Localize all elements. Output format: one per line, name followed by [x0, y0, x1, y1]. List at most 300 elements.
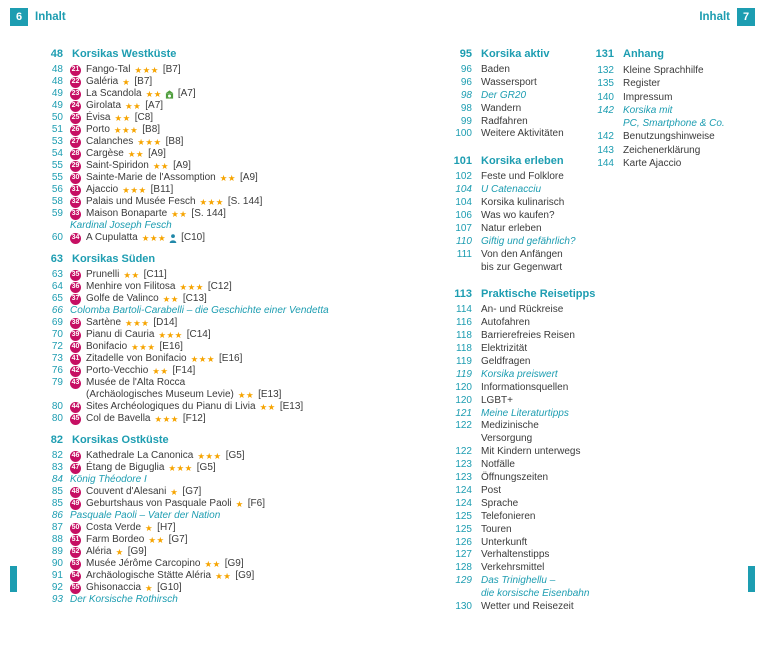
entry-page-number: 107	[455, 222, 472, 234]
entry-label: Radfahren	[481, 115, 528, 127]
toc-entry	[45, 413, 397, 425]
entry-page-number: 87	[51, 522, 63, 533]
toc-entry	[450, 317, 614, 330]
toc-entry	[450, 356, 614, 369]
toc-entry	[450, 171, 614, 184]
entry-page-number: 118	[456, 343, 472, 355]
toc-entry	[450, 210, 614, 223]
toc-entry	[450, 459, 614, 472]
toc-entry	[450, 262, 614, 275]
entry-marker: 33	[70, 209, 81, 220]
entry-label: Zeichenerklärung	[623, 144, 701, 156]
entry-label: Saint-Spiridon	[86, 160, 149, 171]
map-reference: [B8]	[142, 124, 161, 135]
entry-page-number: 64	[51, 281, 63, 292]
right-header-title: Inhalt	[699, 11, 730, 23]
entry-page-number: 70	[51, 329, 63, 340]
entry-page-number: 63	[51, 269, 63, 280]
entry-marker: 21	[70, 65, 81, 76]
entry-page-number: 132	[597, 65, 614, 76]
toc-section	[45, 433, 397, 606]
toc-entry	[450, 330, 614, 343]
entry-page-number: 125	[455, 510, 472, 522]
entry-label: Der Korsische Rothirsch	[70, 594, 178, 605]
entry-page-number: 127	[455, 549, 472, 561]
toc-entry	[45, 196, 397, 208]
entry-page-number: 126	[455, 536, 472, 548]
entry-page-number: 123	[455, 472, 472, 484]
entry-page-number: 142	[597, 131, 614, 143]
entry-label: U Catenacciu	[481, 184, 542, 196]
feature-entry	[450, 408, 614, 421]
toc-entry	[450, 446, 614, 459]
entry-label: Palais und Musée Fesch	[86, 196, 196, 207]
entry-page-number: 96	[460, 64, 472, 75]
entry-marker: 49	[70, 499, 81, 510]
entry-marker: 53	[70, 559, 81, 570]
entry-page-number: 123	[455, 459, 472, 471]
entry-page-number: 135	[597, 78, 614, 90]
star-rating: ★	[145, 583, 154, 593]
entry-page-number: 65	[51, 293, 63, 304]
star-rating: ★★	[237, 390, 255, 400]
entry-marker: 28	[70, 149, 81, 160]
entry-marker: 47	[70, 463, 81, 474]
toc-entry	[450, 549, 614, 562]
map-reference: [E16]	[219, 353, 243, 364]
toc-entry	[45, 88, 397, 100]
entry-page-number: 80	[51, 401, 63, 412]
toc-entry	[450, 77, 614, 90]
section-title: Korsikas Westküste	[72, 48, 177, 60]
entry-page-number: 122	[455, 446, 472, 458]
entry-label: Pasquale Paoli – Vater der Nation	[70, 510, 221, 521]
entry-label: Galéria	[86, 76, 119, 87]
entry-label: Couvent d'Alesani	[86, 486, 167, 497]
left-page-number-box: 6	[10, 8, 28, 26]
entry-page-number: 98	[460, 89, 472, 101]
map-reference: [A7]	[145, 100, 164, 111]
star-rating: ★★	[123, 270, 140, 280]
toc-section	[450, 154, 614, 274]
section-heading	[45, 47, 397, 62]
entry-label: Öffnungszeiten	[481, 472, 549, 484]
map-reference: [D14]	[153, 317, 178, 328]
entry-page-number: 121	[455, 407, 472, 419]
entry-page-number: 86	[51, 510, 63, 521]
section-heading	[450, 287, 614, 302]
toc-entry	[45, 341, 397, 353]
entry-label: Bonifacio	[86, 341, 128, 352]
entry-label: Korsika kulinarisch	[481, 197, 565, 209]
entry-marker: 31	[70, 185, 81, 196]
entry-marker: 37	[70, 294, 81, 305]
entry-label: Girolata	[86, 100, 122, 111]
entry-label: Pianu di Cauria	[86, 329, 155, 340]
map-reference: [F14]	[172, 365, 196, 376]
entry-page-number: 56	[51, 184, 63, 195]
entry-label: Das Trinighellu –	[481, 575, 556, 587]
entry-label-line2: die korsische Eisenbahn	[481, 588, 590, 600]
entry-page-number: 96	[460, 76, 472, 88]
star-rating: ★★★	[137, 137, 162, 147]
entry-page-number: 88	[51, 534, 63, 545]
entry-marker: 45	[70, 414, 81, 425]
entry-page-number: 53	[51, 136, 63, 147]
entry-label: Golfe de Valinco	[86, 293, 159, 304]
entry-marker: 26	[70, 125, 81, 136]
entry-marker: 27	[70, 137, 81, 148]
entry-page-number: 83	[51, 462, 63, 473]
toc-entry	[45, 64, 397, 76]
entry-page-number: 90	[51, 558, 63, 569]
section-heading	[450, 47, 614, 62]
section-page-number: 48	[50, 48, 63, 60]
star-rating: ★★	[171, 209, 188, 219]
map-reference: [C8]	[134, 112, 154, 123]
entry-page-number: 104	[455, 184, 472, 196]
section-title: Anhang	[623, 48, 664, 60]
section-title: Korsika erleben	[481, 155, 564, 168]
entry-label: Maison Bonaparte	[86, 208, 168, 219]
feature-entry	[450, 236, 614, 249]
entry-marker: 23	[70, 89, 81, 100]
entry-page-number: 124	[455, 497, 472, 509]
entry-page-number: 89	[51, 546, 63, 557]
entry-marker: 25	[70, 113, 81, 124]
map-reference: [C11]	[143, 269, 167, 280]
toc-entry	[45, 208, 397, 220]
toc-entry	[450, 343, 614, 356]
toc-entry	[450, 511, 614, 524]
toc-entry	[450, 498, 614, 511]
entry-label: Wetter und Reisezeit	[481, 600, 574, 612]
star-rating: ★★★	[113, 125, 139, 135]
entry-page-number: 58	[51, 196, 63, 207]
section-page-number: 63	[50, 253, 63, 265]
entry-page-number: 104	[455, 197, 472, 209]
entry-marker: 32	[70, 197, 81, 208]
entry-label: Von den Anfängen	[481, 248, 563, 260]
entry-label: Autofahren	[481, 317, 530, 329]
entry-page-number: 50	[51, 112, 63, 123]
toc-entry	[45, 546, 397, 558]
entry-label: Prunelli	[86, 269, 120, 280]
map-reference: [C10]	[181, 232, 205, 243]
entry-page-number: 55	[51, 160, 63, 171]
star-rating: ★	[170, 487, 179, 497]
star-rating: ★★★	[158, 330, 183, 340]
toc-entry	[450, 128, 614, 141]
entry-label: Was wo kaufen?	[481, 210, 555, 222]
toc-column-right-page-first	[450, 47, 614, 627]
toc-entry	[45, 486, 397, 498]
entry-page-number: 85	[51, 486, 63, 497]
toc-entry	[45, 582, 397, 594]
map-reference: [S. 144]	[191, 208, 226, 219]
entry-label: Sites Archéologiques du Pianu di Livia	[86, 401, 256, 412]
toc-entry	[592, 64, 762, 77]
star-rating: ★★	[127, 149, 145, 159]
entry-page-number: 143	[597, 144, 614, 156]
entry-page-number: 80	[51, 413, 63, 424]
entry-label: Menhire von Filitosa	[86, 281, 176, 292]
toc-entry	[45, 570, 397, 582]
toc-entry	[592, 144, 762, 157]
entry-page-number: 110	[456, 235, 472, 247]
entry-label: Kleine Sprachhilfe	[623, 65, 704, 76]
entry-label: Benutzungshinweise	[623, 131, 715, 143]
entry-label: Giftig und gefährlich?	[481, 235, 576, 247]
entry-page-number: 54	[51, 148, 63, 159]
entry-marker: 46	[70, 451, 81, 462]
feature-entry	[45, 510, 397, 522]
section-heading	[592, 47, 762, 62]
toc-entry	[45, 522, 397, 534]
entry-page-number: 69	[51, 317, 63, 328]
star-rating: ★★★	[199, 197, 224, 207]
star-rating: ★	[145, 523, 154, 533]
section-heading	[45, 433, 397, 448]
star-rating: ★★	[145, 89, 162, 99]
star-rating: ★★	[204, 559, 221, 569]
entry-label: Verhaltenstipps	[481, 549, 550, 561]
toc-section	[45, 252, 397, 425]
entry-label: Musée de l'Alta Rocca	[86, 377, 186, 388]
entry-label: Ghisonaccia	[86, 582, 142, 593]
star-rating: ★★	[148, 535, 165, 545]
toc-entry	[45, 293, 397, 305]
entry-page-number: 142	[597, 104, 614, 116]
entry-label: Impressum	[623, 91, 673, 103]
entry-page-number: 93	[51, 594, 63, 605]
star-rating: ★★★	[179, 282, 204, 292]
map-reference: [C14]	[186, 329, 211, 340]
entry-marker: 35	[70, 270, 81, 281]
toc-entry	[45, 498, 397, 510]
feature-entry	[45, 305, 397, 317]
toc-entry	[45, 100, 397, 112]
section-title: Korsikas Ostküste	[72, 434, 169, 446]
entry-page-number: 49	[51, 88, 63, 99]
entry-page-number: 120	[455, 381, 472, 393]
entry-label: Fango-Tal	[86, 64, 131, 75]
entry-page-number: 100	[455, 128, 472, 140]
family-icon	[169, 234, 177, 243]
entry-label: Post	[481, 484, 502, 496]
toc-section	[45, 47, 397, 244]
toc-entry	[45, 160, 397, 172]
section-page-number: 82	[50, 434, 63, 446]
entry-label: LGBT+	[481, 394, 513, 406]
entry-label: Elektrizität	[481, 343, 528, 355]
entry-label: Touren	[481, 523, 512, 535]
entry-label: Porto-Vecchio	[86, 365, 149, 376]
entry-page-number: 51	[51, 124, 63, 135]
toc-entry	[45, 389, 397, 401]
entry-label: Sprache	[481, 497, 519, 509]
entry-page-number: 73	[51, 353, 63, 364]
toc-entry	[45, 281, 397, 293]
map-reference: [B7]	[162, 64, 181, 75]
section-heading	[450, 154, 614, 169]
feature-entry	[45, 474, 397, 486]
toc-entry	[592, 130, 762, 143]
entry-label: La Scandola	[86, 88, 142, 99]
entry-marker: 40	[70, 342, 81, 353]
map-reference: [F6]	[247, 498, 266, 509]
entry-label: Colomba Bartoli-Carabelli – die Geschichte einer Vendetta	[70, 305, 329, 316]
star-rating: ★★★	[154, 414, 179, 424]
entry-label: Baden	[481, 64, 510, 75]
toc-entry	[592, 157, 762, 170]
entry-marker: 44	[70, 402, 81, 413]
map-reference: [G7]	[168, 534, 188, 545]
map-reference: [A9]	[240, 172, 258, 183]
entry-label-line2: PC, Smartphone & Co.	[623, 118, 725, 130]
entry-page-number: 85	[51, 498, 63, 509]
entry-label: Costa Verde	[86, 522, 142, 533]
entry-label: Telefonieren	[481, 510, 536, 522]
star-rating: ★★	[259, 402, 276, 412]
entry-page-number: 48	[51, 64, 63, 75]
map-reference: [A7]	[177, 88, 196, 99]
entry-page-number: 129	[455, 575, 472, 587]
map-reference: [B7]	[134, 76, 153, 87]
entry-label: Feste und Folklore	[481, 171, 564, 183]
toc-entry	[45, 377, 397, 389]
entry-page-number: 124	[455, 484, 472, 496]
map-reference: [B11]	[150, 184, 174, 195]
section-heading	[45, 252, 397, 267]
entry-marker: 34	[70, 233, 81, 244]
star-rating: ★★★	[125, 318, 150, 328]
entry-label: Korsika mit	[623, 104, 673, 116]
entry-label: Ajaccio	[86, 184, 119, 195]
feature-entry	[450, 588, 614, 601]
star-rating: ★	[122, 77, 131, 87]
feature-entry	[450, 575, 614, 588]
entry-label: Register	[623, 78, 661, 90]
section-page-number: 101	[453, 155, 472, 168]
feature-entry	[592, 117, 762, 130]
entry-marker: 38	[70, 318, 81, 329]
map-reference: [G5]	[225, 450, 245, 461]
toc-section	[450, 47, 614, 141]
toc-entry	[450, 537, 614, 550]
map-reference: [G7]	[182, 486, 202, 497]
entry-marker: 22	[70, 77, 81, 88]
toc-entry	[45, 136, 397, 148]
entry-page-number: 118	[456, 330, 472, 342]
toc-entry	[450, 562, 614, 575]
entry-page-number: 119	[456, 368, 472, 380]
map-reference: [C13]	[182, 293, 207, 304]
entry-label: Kathedrale La Canonica	[86, 450, 194, 461]
map-reference: [G5]	[196, 462, 216, 473]
entry-label: Évisa	[86, 112, 111, 123]
entry-label: König Théodore I	[70, 474, 147, 485]
entry-label: Notfälle	[481, 459, 515, 471]
entry-label: Sainte-Marie de l'Assomption	[86, 172, 216, 183]
entry-label: Wandern	[481, 102, 522, 114]
entry-label: Mit Kindern unterwegs	[481, 446, 581, 458]
section-title: Praktische Reisetipps	[481, 288, 596, 301]
toc-entry	[450, 304, 614, 317]
section-page-number: 131	[595, 48, 614, 60]
entry-marker: 54	[70, 571, 81, 582]
entry-page-number: 144	[597, 158, 614, 170]
toc-entry	[450, 223, 614, 236]
toc-entry	[450, 197, 614, 210]
entry-marker: 48	[70, 487, 81, 498]
entry-page-number: 92	[51, 582, 63, 593]
entry-label: Wassersport	[481, 76, 537, 88]
right-page-number-box: 7	[737, 8, 755, 26]
section-page-number: 95	[459, 48, 472, 60]
star-rating: ★★★	[134, 65, 159, 75]
entry-page-number: 82	[51, 450, 63, 461]
toc-entry	[45, 558, 397, 570]
entry-page-number: 98	[460, 102, 472, 114]
star-rating: ★★★	[197, 451, 222, 461]
toc-entry	[45, 124, 397, 136]
entry-label: Barrierefreies Reisen	[481, 330, 575, 342]
map-reference: [B8]	[165, 136, 184, 147]
entry-page-number: 59	[51, 208, 63, 219]
entry-page-number: 55	[51, 172, 63, 183]
toc-entry	[450, 601, 614, 614]
entry-label: Geburtshaus von Pasquale Paoli	[86, 498, 232, 509]
feature-entry	[45, 594, 397, 606]
toc-entry	[450, 103, 614, 116]
toc-entry	[450, 524, 614, 537]
map-reference: [E13]	[258, 389, 282, 400]
toc-entry	[450, 395, 614, 408]
toc-entry	[45, 269, 397, 281]
toc-entry	[45, 534, 397, 546]
map-reference: [G9]	[224, 558, 244, 569]
entry-marker: 30	[70, 173, 81, 184]
entry-label: Calanches	[86, 136, 134, 147]
chapter-edge-tab-left	[10, 566, 17, 592]
toc-entry	[45, 172, 397, 184]
section-page-number: 113	[454, 288, 472, 301]
feature-entry	[592, 104, 762, 117]
map-reference: [G9]	[127, 546, 147, 557]
entry-label: Kardinal Joseph Fesch	[70, 220, 172, 231]
entry-label: Zitadelle von Bonifacio	[86, 353, 187, 364]
star-rating: ★★★	[190, 354, 215, 364]
toc-entry	[450, 485, 614, 498]
entry-label: Karte Ajaccio	[623, 158, 682, 170]
entry-page-number: 66	[51, 305, 63, 316]
entry-page-number: 76	[51, 365, 63, 376]
map-reference: [C12]	[207, 281, 232, 292]
entry-label: Cargèse	[86, 148, 124, 159]
toc-entry	[45, 317, 397, 329]
entry-marker: 41	[70, 354, 81, 365]
toc-entry	[45, 76, 397, 88]
entry-label: Geldfragen	[481, 356, 531, 368]
unesco-icon	[165, 90, 174, 99]
entry-marker: 43	[70, 378, 81, 389]
toc-entry	[450, 382, 614, 395]
entry-marker: 24	[70, 101, 81, 112]
map-reference: [H7]	[157, 522, 176, 533]
map-reference: [E13]	[279, 401, 304, 412]
map-reference: [G9]	[235, 570, 255, 581]
